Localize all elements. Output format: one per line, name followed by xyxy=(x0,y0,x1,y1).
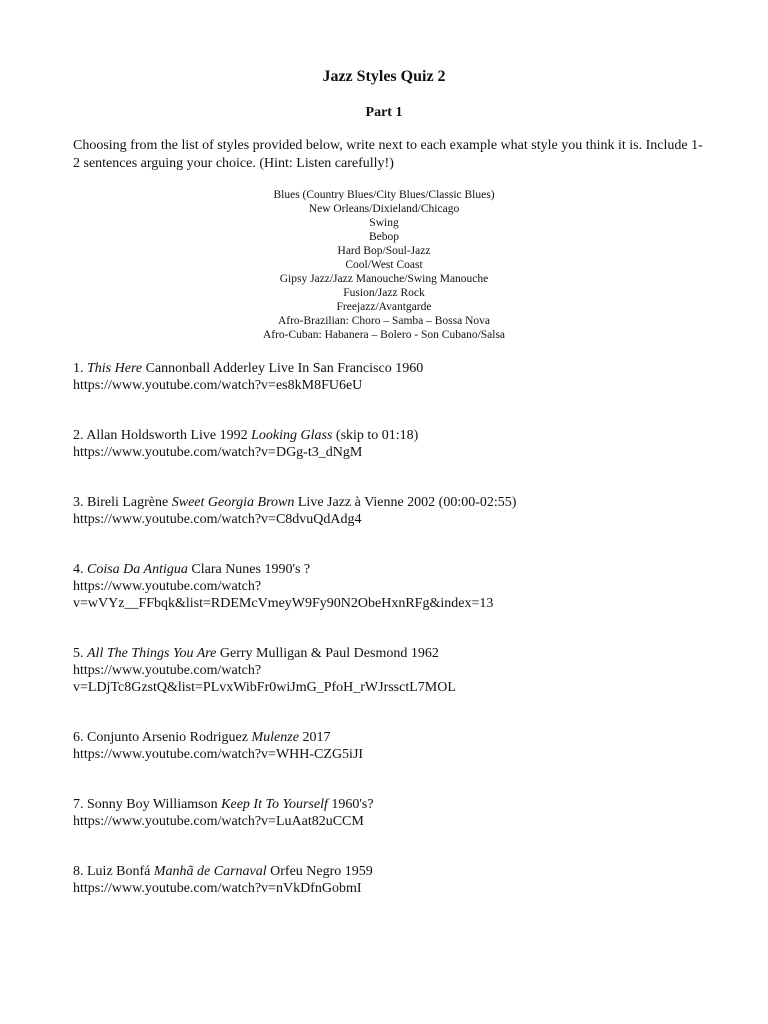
style-item: Bebop xyxy=(368,231,400,243)
example-details: Orfeu Negro 1959 xyxy=(266,864,373,879)
styles-list xyxy=(0,188,768,342)
example-prefix: Bireli Lagrène xyxy=(87,495,172,510)
example-number: 5. xyxy=(73,646,84,661)
example-title-line xyxy=(73,427,713,444)
example-item-8 xyxy=(73,863,713,897)
example-song-title: Keep It To Yourself xyxy=(221,797,328,812)
style-item: Fusion/Jazz Rock xyxy=(343,287,425,299)
example-number: 1. xyxy=(73,361,84,376)
example-song-title: Coisa Da Antigua xyxy=(87,562,188,577)
example-title-line xyxy=(73,729,713,746)
example-prefix: Luiz Bonfá xyxy=(87,864,154,879)
example-url[interactable]: https://www.youtube.com/watch?v=C8dvuQdAdg4 xyxy=(73,512,362,527)
style-item: Freejazz/Avantgarde xyxy=(336,301,432,313)
example-title-line xyxy=(73,796,713,813)
example-title-line xyxy=(73,863,713,880)
example-url[interactable]: https://www.youtube.com/watch?v=nVkDfnGobmI xyxy=(73,881,362,896)
instructions-paragraph: Choosing from the list of styles provided below, write next to each example what style you think it is. Include 1-2 sentences arguing your choice. (Hint: Listen carefully!) xyxy=(73,138,703,171)
example-prefix: Conjunto Arsenio Rodriguez xyxy=(87,730,252,745)
example-url[interactable]: https://www.youtube.com/watch? xyxy=(73,663,262,678)
example-song-title: Manhã de Carnaval xyxy=(153,864,267,879)
example-details: 2017 xyxy=(298,730,331,745)
example-prefix: Sonny Boy Williamson xyxy=(87,797,222,812)
example-url[interactable]: https://www.youtube.com/watch?v=LuAat82uCCM xyxy=(73,814,364,829)
example-url[interactable]: https://www.youtube.com/watch?v=DGg-t3_dNgM xyxy=(73,445,363,460)
style-item: Blues (Country Blues/City Blues/Classic Blues) xyxy=(273,189,495,201)
example-url[interactable]: https://www.youtube.com/watch?v=es8kM8FU6eU xyxy=(73,378,363,393)
example-item-4 xyxy=(73,561,713,612)
example-details: 1960's? xyxy=(327,797,374,812)
example-details: Clara Nunes 1990's ? xyxy=(187,562,311,577)
example-url[interactable]: https://www.youtube.com/watch? xyxy=(73,579,262,594)
example-item-3 xyxy=(73,494,713,528)
example-details: Live Jazz à Vienne 2002 (00:00-02:55) xyxy=(294,495,517,510)
example-number: 6. xyxy=(73,730,84,745)
example-details: (skip to 01:18) xyxy=(332,428,419,443)
example-details: Gerry Mulligan & Paul Desmond 1962 xyxy=(216,646,439,661)
style-item: Swing xyxy=(369,217,399,229)
example-number: 3. xyxy=(73,495,84,510)
example-url-continued[interactable]: v=wVYz__FFbqk&list=RDEMcVmeyW9Fy90N2ObeHxnRFg&index=13 xyxy=(73,596,494,611)
example-item-7 xyxy=(73,796,713,830)
style-item: Afro-Cuban: Habanera – Bolero - Son Cubano/Salsa xyxy=(262,329,506,341)
example-prefix: Allan Holdsworth Live 1992 xyxy=(86,428,252,443)
example-number: 2. xyxy=(73,428,84,443)
style-item: New Orleans/Dixieland/Chicago xyxy=(308,203,460,215)
part-heading: Part 1 xyxy=(365,105,403,120)
page-title: Jazz Styles Quiz 2 xyxy=(322,68,446,85)
example-number: 7. xyxy=(73,797,84,812)
example-song-title: This Here xyxy=(87,361,143,376)
example-url[interactable]: https://www.youtube.com/watch?v=WHH-CZG5iJI xyxy=(73,747,364,762)
example-title-line xyxy=(73,360,713,377)
example-item-1 xyxy=(73,360,713,394)
example-title-line xyxy=(73,561,713,578)
style-item: Gipsy Jazz/Jazz Manouche/Swing Manouche xyxy=(279,273,489,285)
style-item: Hard Bop/Soul-Jazz xyxy=(337,245,431,257)
example-number: 4. xyxy=(73,562,84,577)
example-item-2 xyxy=(73,427,713,461)
style-item: Afro-Brazilian: Choro – Samba – Bossa Nova xyxy=(277,315,491,327)
example-details: Cannonball Adderley Live In San Francisco 1960 xyxy=(142,361,424,376)
style-item: Cool/West Coast xyxy=(345,259,423,271)
example-title-line xyxy=(73,645,713,662)
example-song-title: Sweet Georgia Brown xyxy=(171,495,295,510)
example-song-title: Mulenze xyxy=(251,730,299,745)
example-number: 8. xyxy=(73,864,84,879)
example-url-continued[interactable]: v=LDjTc8GzstQ&list=PLvxWibFr0wiJmG_PfoH_rWJrssctL7MOL xyxy=(73,680,456,695)
example-song-title: Looking Glass xyxy=(251,428,333,443)
example-song-title: All The Things You Are xyxy=(87,646,217,661)
example-title-line xyxy=(73,494,713,511)
example-item-5 xyxy=(73,645,713,696)
example-item-6 xyxy=(73,729,713,763)
